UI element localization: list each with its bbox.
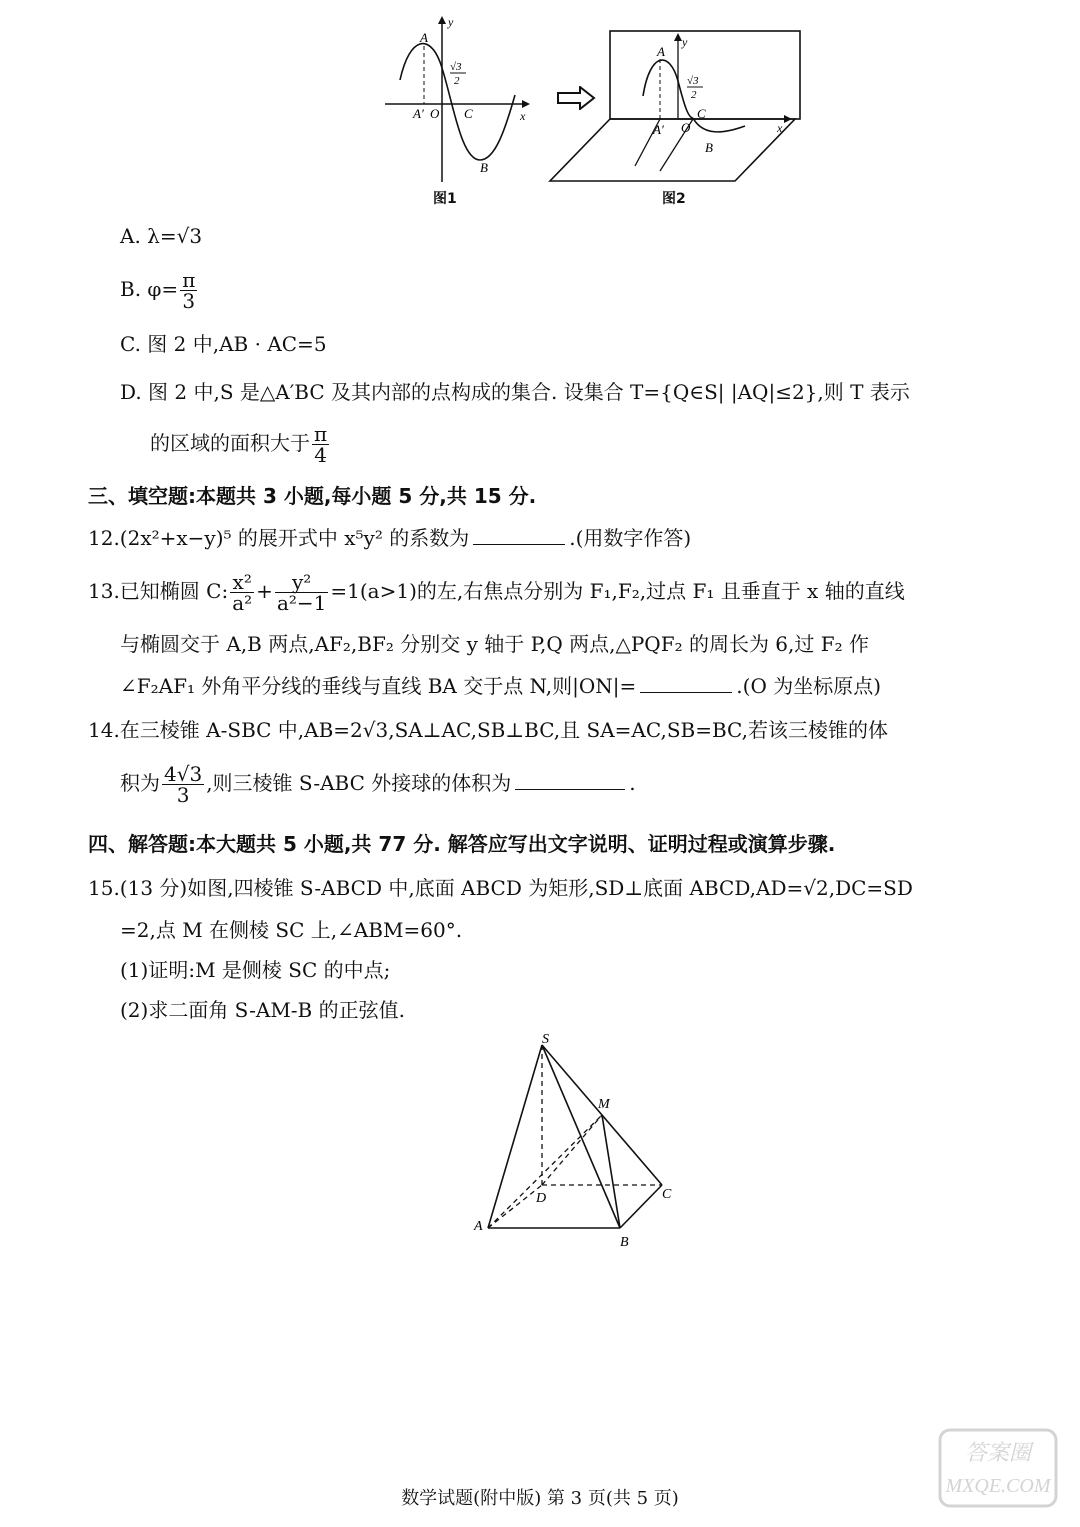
question-15-line1: 15.(13 分)如图,四棱锥 S-ABCD 中,底面 ABCD 为矩形,SD⊥底面 ABCD,AD=√2,DC=SD [88,876,913,900]
label-C: C [662,1187,672,1202]
q12-suffix: .(用数字作答) [569,526,692,550]
horizontal-plane [550,119,795,181]
label-A-prime: A′ [413,106,424,121]
pyramid-figure [470,1030,690,1255]
option-C: C. 图 2 中,AB · AC=5 [120,332,327,356]
option-D-fraction [312,424,329,465]
label-A: A [474,1219,483,1234]
answer-blank [515,771,625,790]
figure-2-caption: 图2 [662,191,686,207]
segment-DM [542,1115,602,1185]
label-O: O [430,106,440,121]
label-y: y [682,35,688,49]
option-B [120,270,199,311]
edge-AD [488,1185,542,1228]
answer-blank [473,526,565,545]
question-15-line2: =2,点 M 在侧棱 SC 上,∠ABM=60°. [120,918,463,942]
q13-fraction-2 [275,572,328,613]
frac-numerator: y² [275,572,328,593]
label-A: A [420,30,428,45]
question-15-part1: (1)证明:M 是侧棱 SC 的中点; [120,958,391,982]
label-y: y [448,15,454,29]
label-D: D [536,1191,547,1206]
label-2: 2 [691,89,697,101]
option-B-prefix: B. φ= [120,277,179,301]
label-M: M [598,1097,610,1112]
q12-prefix: 12.(2x²+x−y)⁵ 的展开式中 x⁵y² 的系数为 [88,526,470,550]
x-axis-arrow [784,115,792,123]
label-C: C [697,106,706,121]
svg-text:MXQE.COM: MXQE.COM [945,1475,1051,1497]
y-axis-arrow [674,33,682,41]
label-C: C [464,106,473,121]
q14-line2-mid: ,则三棱锥 S-ABC 外接球的体积为 [206,771,512,795]
label-A-prime: A′ [653,122,664,137]
label-sqrt3: √3 [450,61,462,73]
label-2: 2 [454,75,460,87]
svg-text:答案圈: 答案圈 [964,1440,1032,1465]
frac-numerator: x² [230,572,254,593]
label-B: B [620,1235,629,1250]
label-B: B [705,140,713,155]
upper-curve [643,60,693,118]
label-sqrt3: √3 [687,75,699,87]
label-A: A [657,44,665,59]
question-13-line2: 与椭圆交于 A,B 两点,AF₂,BF₂ 分别交 y 轴于 P,Q 两点,△PQF₂ 的周长为 6,过 F₂ 作 [120,632,869,656]
label-O: O [681,120,691,135]
label-x: x [777,121,783,135]
watermark-logo [938,1428,1058,1508]
q13-fraction-1 [230,572,254,613]
question-12 [88,526,691,550]
edge-BC [620,1185,662,1228]
q13-line3-prefix: ∠F₂AF₁ 外角平分线的垂线与直线 BA 交于点 N,则|ON|= [120,674,637,698]
y-axis-arrow [438,16,446,24]
question-13-line3 [120,674,881,698]
option-A: A. λ=√3 [120,224,203,248]
label-B: B [480,160,488,175]
x-axis-arrow [522,100,530,108]
frac-denominator: a² [232,591,253,615]
page-footer: 数学试题(附中版) 第 3 页(共 5 页) [401,1488,679,1509]
question-13-line1 [88,572,905,613]
frac-numerator: π [314,422,328,446]
figure-2 [545,26,805,188]
figure-1 [380,10,540,190]
q13-rest: =1(a>1)的左,右焦点分别为 F₁,F₂,过点 F₁ 且垂直于 x 轴的直线 [330,579,905,603]
q13-prefix: 13.已知椭圆 C: [88,579,229,603]
frac-numerator: π [182,268,196,292]
question-14-line1: 14.在三棱锥 A-SBC 中,AB=2√3,SA⊥AC,SB⊥BC,且 SA=AC,SB=BC,若该三棱锥的体 [88,718,888,742]
option-D-line1: D. 图 2 中,S 是△A′BC 及其内部的点构成的集合. 设集合 T={Q∈S| |AQ|≤2},则 T 表示 [120,380,910,404]
section-3-title: 三、填空题:本题共 3 小题,每小题 5 分,共 15 分. [88,484,537,508]
frac-denominator: a²−1 [276,591,327,615]
q13-line3-suffix: .(O 为坐标原点) [736,674,881,698]
label-x: x [520,109,526,123]
section-4-title: 四、解答题:本大题共 5 小题,共 77 分. 解答应写出文字说明、证明过程或演算步骤. [88,832,836,856]
frac-denominator: 3 [176,783,190,807]
option-D-line2 [150,424,331,465]
q14-line2-prefix: 积为 [120,771,160,795]
answer-blank [640,674,732,693]
label-S: S [542,1032,549,1047]
q14-fraction [162,764,204,805]
q14-line2-suffix: . [629,771,636,795]
option-B-fraction [180,270,197,311]
question-14-line2 [120,764,636,805]
frac-denominator: 3 [182,289,196,313]
option-D-line2-prefix: 的区域的面积大于 [150,431,310,455]
frac-numerator: 4√3 [164,762,203,786]
figure-1-caption: 图1 [433,191,457,207]
frac-denominator: 4 [314,443,327,467]
q13-plus: + [256,579,273,603]
question-15-part2: (2)求二面角 S-AM-B 的正弦值. [120,998,405,1022]
